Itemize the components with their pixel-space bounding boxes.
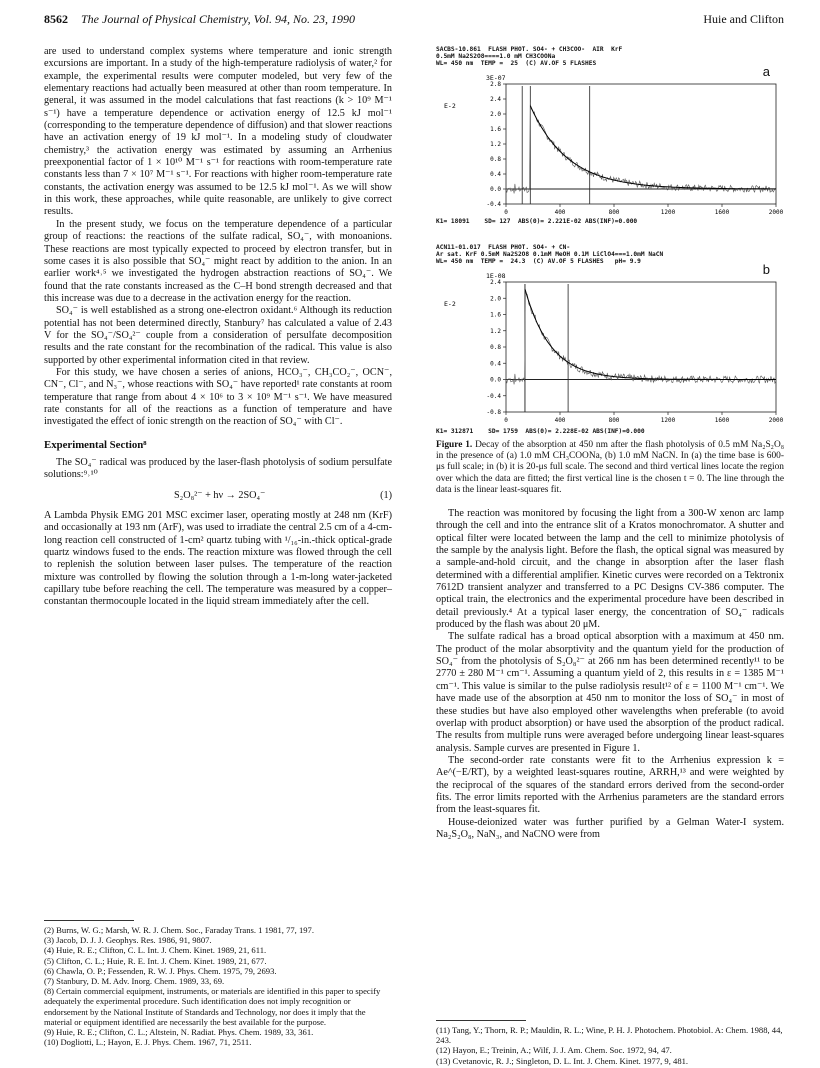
- footnote: (3) Jacob, D. J. J. Geophys. Res. 1986, 91, 9807.: [44, 935, 212, 946]
- footnote: (10) Dogliotti, L.; Hayon, E. J. Phys. Chem. 1967, 71, 2511.: [44, 1037, 252, 1048]
- footnote: (4) Huie, R. E.; Clifton, C. L. Int. J. Chem. Kinet. 1989, 21, 611.: [44, 945, 267, 956]
- footnote: (2) Burns, W. G.; Marsh, W. R. J. Chem. Soc., Faraday Trans. 1 1981, 77, 197.: [44, 925, 314, 935]
- figure-label: Figure 1.: [436, 440, 473, 450]
- paragraph: The second-order rate constants were fit to the Arrhenius expression k = Ae^(−E/RT), by a weighted least-squares routine, ARRH,¹³ and were weighted by the reciprocal of the squares of the standard errors derived from the second-order fits. The error limits reported with the Arrhenius parameters are the standard errors from the least-squares fit.: [436, 754, 784, 816]
- x-tick-label: 0: [504, 209, 508, 216]
- footnotes-right: [436, 1020, 784, 1066]
- footnote-rule: [44, 920, 134, 921]
- plot-header: ACN11-01.017 FLASH PHOT. SO4- + CN- Ar sat. KrF 0.5mM Na2S2O8 0.1mM MeOH 0.1M LiClO4===1.0mM NaCN WL= 450 nm TEMP = 24.3 (C) AV.OF 5 FLASHES pH= 9.9: [436, 244, 664, 265]
- footnote: (9) Huie, R. E.; Clifton, C. L.; Altstein, N. Radiat. Phys. Chem. 1989, 33, 361.: [44, 1027, 314, 1038]
- plot-footer: K1= 18091 SD= 127 ABS(0)= 2.221E-02 ABS(INF)=0.000: [436, 218, 638, 225]
- y-tick-label: 0.0: [490, 186, 501, 193]
- footnote: (5) Clifton, C. L.; Huie, R. E. Int. J. Chem. Kinet. 1989, 21, 677.: [44, 955, 267, 966]
- journal-title: The Journal of Physical Chemistry, Vol. 94, No. 23, 1990: [81, 12, 355, 26]
- paragraph: House-deionized water was further purified by a Gelman Water-I system. Na₂S₂O₈, NaN₃, and NaCNO were from: [436, 816, 784, 840]
- x-tick-label: 1200: [660, 209, 676, 216]
- page-header: [44, 12, 784, 34]
- data-trace: [506, 290, 776, 384]
- y-tick-label: 0.0: [490, 376, 501, 384]
- paragraph: are used to understand complex systems where temperature and ionic strength excursions are important. In a study of the high-temperature radiolysis of water,² for example, the experimental results were computer modeled, but very few of the elementary reactions had actually been measured at other than room temperature. In general, it was assumed in the model calculations that fast reactions (k > 10⁹ M⁻¹ s⁻¹) have a temperature dependence or activation energy of 12.5 kJ mol⁻¹ (corresponding to the temperature dependence of diffusion) and that slower reactions have an activation energy of 19 kJ mol⁻¹. In a modeling study of cloudwater chemistry,³ the activation energy was estimated by assuming an Arrhenius preexponential factor of 1 × 10¹⁰ M⁻¹ s⁻¹ for reactions with room-temperature rate constants less than 7 × 10⁷ M⁻¹ s⁻¹. For reactions with higher room-temperature rate constants, the activation energy was assumed to be 12.5 kJ mol⁻¹. As we will show in this work, these approaches, while quite reasonable, are unlikely to give correct results.: [44, 46, 392, 218]
- y-tick-label: 2.0: [490, 295, 501, 303]
- x-tick-label: 1600: [714, 209, 730, 216]
- y-tick-label: 2.4: [490, 279, 501, 286]
- fit-curve: [525, 289, 776, 380]
- y-tick-label: 1.2: [490, 327, 501, 335]
- equation: [44, 490, 392, 502]
- data-trace: [506, 103, 776, 194]
- y-tick-label: 2.4: [490, 96, 501, 103]
- right-column: [436, 508, 784, 841]
- equation-body: S₂O₈²⁻ + hν → 2SO₄⁻: [174, 489, 266, 501]
- scale-label: 3E-07: [486, 74, 506, 82]
- decay-plot-b: [436, 268, 796, 428]
- footnote: (13) Cvetanovic, R. J.; Singleton, D. L. Int. J. Chem. Kinet. 1977, 9, 481.: [436, 1055, 689, 1066]
- x-tick-label: 0: [504, 417, 508, 424]
- y-tick-label: 2.0: [490, 111, 501, 118]
- y-tick-label: 1.6: [490, 126, 501, 133]
- axis-multiplier: E-2: [444, 300, 456, 308]
- paragraph: A Lambda Physik EMG 201 MSC excimer laser, operating mostly at 248 nm (KrF) and occasionally at 193 nm (ArF), was used to irradiate the central 2.5 cm of a 4-cm-long reaction cell constructed of 1-cm² quartz tubing with ¹/₁₆-in.-thick optical-grade quartz windows fused to the ends. The reaction mixture was flowed through the cell to replenish the solution between laser pulses. The temperature of the reaction mixture was controlled by flowing the solution through a 1-m-long water-jacketed capillary tube before reaching the cell. The temperature was measured by a copper–constantan thermocouple located in the liquid stream immediately after the cell.: [44, 510, 392, 608]
- equation-number: (1): [380, 489, 392, 501]
- y-tick-label: -0.4: [486, 392, 501, 400]
- plot-frame: [506, 282, 776, 412]
- running-authors: Huie and Clifton: [703, 12, 784, 26]
- x-tick-label: 2000: [768, 417, 784, 424]
- y-tick-label: 0.4: [490, 360, 501, 368]
- x-tick-label: 2000: [768, 209, 784, 216]
- figure-panel-a: [436, 46, 796, 226]
- caption-text: Decay of the absorption at 450 nm after the flash photolysis of 0.5 mM Na₂S₂O₈ in the presence of (a) 1.0 mM CH₃COONa, (b) 1.0 mM NaCN. In (a) the time base is 600-μs full scale; in (b) it is 20-μs full scale. The second and third vertical lines locate the region over which the data are fitted; the first vertical line is the chosen t = 0. The line through the data is the linear least-squares fit.: [436, 440, 784, 495]
- paragraph: In the present study, we focus on the temperature dependence of a particular group of reactions: the reactions of the sulfate radical, SO₄⁻, with monoanions. These reactions are most typically expected to proceed by electron transfer, but in some cases it is also possible that SO₄⁻ might react by addition to the anion. In an earlier work⁴˒⁵ we investigated the hydrogen abstraction reactions of SO₄⁻. We found that the rate constants increased as the C–H bond strength decreased and that this increase was due to a decrease in the activation energy for the reaction.: [44, 218, 392, 304]
- footnote: (12) Hayon, E.; Treinin, A.; Wilf, J. J. Am. Chem. Soc. 1972, 94, 47.: [436, 1045, 672, 1056]
- y-tick-label: 1.2: [490, 141, 501, 148]
- scale-label: 1E-08: [486, 272, 506, 280]
- decay-plot-a: [436, 70, 796, 220]
- paragraph: The SO₄⁻ radical was produced by the laser-flash photolysis of sodium persulfate solutions:⁹˒¹⁰: [44, 457, 392, 481]
- plot-header: SACBS-10.861 FLASH PHOT. SO4- + CH3COO- AIR KrF 0.5mM Na2S2O8====1.0 mM CH3COONa WL= 450 nm TEMP = 25 (C) AV.OF 5 FLASHES: [436, 46, 623, 67]
- x-tick-label: 800: [608, 209, 620, 216]
- paragraph: For this study, we have chosen a series of anions, HCO₃⁻, CH₃CO₂⁻, OCN⁻, CN⁻, Cl⁻, and N₃⁻, whose reactions with SO₄⁻ have reported¹ rate constants at room temperature that range from about 4 × 10⁶ to 3 × 10⁹ M⁻¹ s⁻¹. We have measured rate constants for all of the reactions as a function of temperature and have investigated the effect of ionic strength on the reaction of SO₄⁻ with Cl⁻.: [44, 366, 392, 428]
- y-tick-label: 1.6: [490, 311, 501, 319]
- axis-multiplier: E-2: [444, 102, 456, 110]
- page-number: 8562: [44, 12, 68, 26]
- paragraph: SO₄⁻ is well established as a strong one-electron oxidant.⁶ Although its reduction potential has not been determined directly, Stanbury⁷ has calculated a value of 2.43 V for the SO₄⁻/SO₄²⁻ couple from a consideration of persulfate decomposition results and the rate constant for the recombination of the radical. This value is also supported by other experimental information cited in that review.: [44, 305, 392, 366]
- y-tick-label: 0.8: [490, 344, 501, 351]
- plot-footer: K1= 312871 SD= 1759 ABS(0)= 2.228E-02 ABS(INF)=0.000: [436, 428, 645, 435]
- footnote: (8) Certain commercial equipment, instruments, or materials are identified in this paper to specify adequately the experimental procedure. Such identification does not imply recognition or endorsement by the National Institute of Standards and Technology, nor does it imply that the material or equipment identified are necessarily the best available for the purpose.: [44, 986, 381, 1027]
- x-tick-label: 800: [608, 417, 620, 424]
- figure-panel-b: [436, 244, 796, 434]
- panel-letter: a: [762, 64, 770, 79]
- y-tick-label: -0.8: [486, 409, 501, 416]
- footnote: (11) Tang, Y.; Thorn, R. P.; Mauldin, R. L.; Wine, P. H. J. Photochem. Photobiol. A: Chem. 1988, 44, 243.: [436, 1025, 783, 1046]
- y-tick-label: 2.8: [490, 81, 501, 88]
- x-tick-label: 1600: [714, 417, 730, 424]
- footnote: (7) Stanbury, D. M. Adv. Inorg. Chem. 1989, 33, 69.: [44, 976, 225, 987]
- y-tick-label: 0.8: [490, 156, 501, 163]
- figure-caption: [436, 440, 784, 496]
- section-title: Experimental Section⁸: [44, 438, 147, 451]
- footnote: (6) Chawla, O. P.; Fessenden, R. W. J. Phys. Chem. 1975, 79, 2693.: [44, 965, 277, 976]
- x-tick-label: 400: [554, 417, 566, 424]
- footnote-rule: [436, 1020, 526, 1021]
- x-tick-label: 400: [554, 209, 566, 216]
- panel-letter: b: [762, 262, 770, 277]
- fit-curve: [530, 106, 776, 189]
- paragraph: The sulfate radical has a broad optical absorption with a maximum at 450 nm. The product of the molar absorptivity and the quantum yield for the production of SO₄⁻ from the photolysis of S₂O₈²⁻ at 266 nm has been determined recently¹¹ to be 2770 ± 280 M⁻¹ cm⁻¹. Assuming a quantum yield of 2, this results in ε = 1385 M⁻¹ cm⁻¹. This value is similar to the pulse radiolysis result¹² of ε = 1100 M⁻¹ cm⁻¹. We have made use of the absorption at 450 nm to monitor the loss of SO₄⁻ in most of these studies but have also employed other wavelengths when preferable (to avoid overlap with product absorption) or have used the absorption of the product radical. The results from multiple runs were averaged before undergoing linear least-squares analysis. Sample curves are presented in Figure 1.: [436, 631, 784, 754]
- y-tick-label: 0.4: [490, 171, 501, 178]
- x-tick-label: 1200: [660, 417, 676, 424]
- paragraph: The reaction was monitored by focusing the light from a 300-W xenon arc lamp through the cell and into the entrance slit of a Kratos monochromator. A shutter and optical filter were located between the lamp and the cell to minimize photolysis of the sample by the analysis light. Before the flash, the optical signal was measured by a sample-and-hold circuit, and the change in absorption after the laser flash determined with a differential amplifier. Kinetic curves were recorded on a Tektronix 7612D transient analyzer and transferred to a PC Designs CV-386 computer. The optical train, the electronics and the experimental procedure have been described in detail previously.⁴ At a typical laser energy, the concentration of SO₄⁻ radicals produced by the flash was about 20 μM.: [436, 508, 784, 631]
- left-column: [44, 46, 392, 609]
- footnotes-left: [44, 920, 392, 1047]
- y-tick-label: -0.4: [486, 201, 501, 208]
